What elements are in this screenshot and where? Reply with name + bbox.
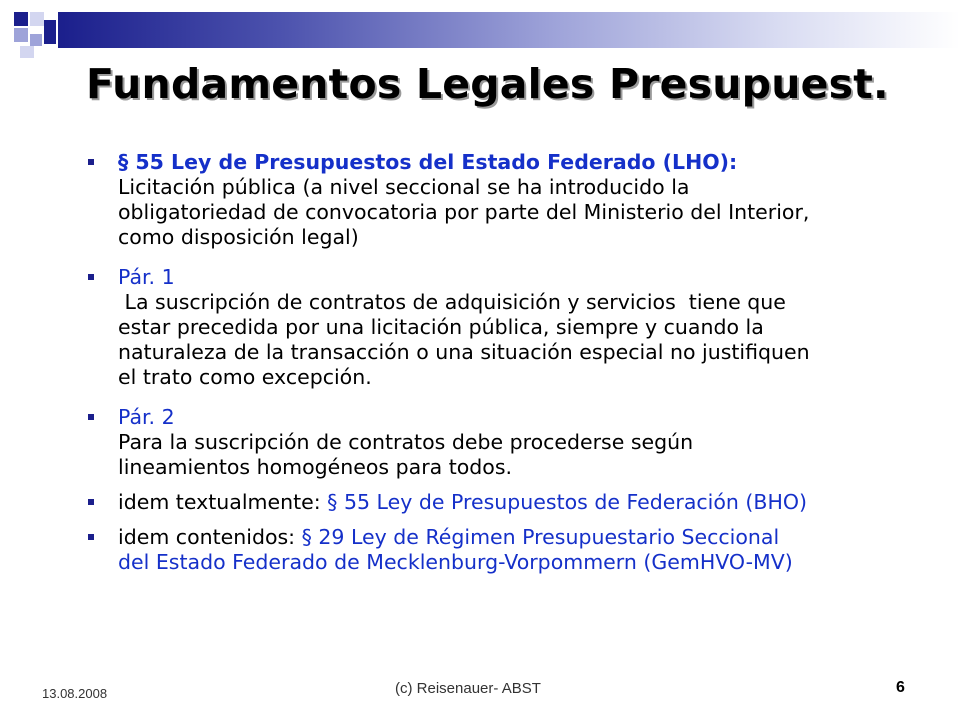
list-item xyxy=(86,525,926,575)
bullet-list xyxy=(86,150,926,585)
list-item xyxy=(86,265,926,390)
item-text-line: lineamientos homogéneos para todos. xyxy=(118,455,513,479)
footer-copyright: (c) Reisenauer- ABST xyxy=(395,680,541,697)
corner-block-navy xyxy=(44,20,56,44)
item-prefix: idem contenidos: xyxy=(118,525,302,549)
item-text-line: Para la suscripción de contratos debe procederse según xyxy=(118,430,694,454)
item-text-line: La suscripción de contratos de adquisición y servicios tiene que xyxy=(118,290,786,314)
law-reference-continuation: del Estado Federado de Mecklenburg-Vorpommern (GemHVO-MV) xyxy=(118,550,793,574)
corner-square-pale-2 xyxy=(20,46,34,58)
footer-date: 13.08.2008 xyxy=(42,686,108,701)
item-heading: Pár. 2 xyxy=(118,405,175,429)
bullet-square-icon xyxy=(88,274,94,280)
slide-title: Fundamentos Legales Presupuest. xyxy=(86,60,889,108)
law-reference: § 55 Ley de Presupuestos de Federación (BHO) xyxy=(327,490,808,514)
item-heading: Pár. 1 xyxy=(118,265,175,289)
law-reference: § 29 Ley de Régimen Presupuestario Seccional xyxy=(301,525,780,549)
item-text-line: estar precedida por una licitación pública, siempre y cuando la xyxy=(118,315,764,339)
item-text-line: Licitación pública (a nivel seccional se ha introducido la xyxy=(118,175,690,199)
list-item xyxy=(86,150,926,250)
list-item xyxy=(86,490,926,515)
page-number: 6 xyxy=(896,679,905,696)
item-prefix: idem textualmente: xyxy=(118,490,328,514)
item-text-line: naturaleza de la transacción o una situación especial no justifiquen xyxy=(118,340,810,364)
list-item xyxy=(86,405,926,480)
corner-square-lavender xyxy=(14,28,28,42)
header-gradient-bar xyxy=(58,12,960,48)
bullet-square-icon xyxy=(88,414,94,420)
item-text-line: el trato como excepción. xyxy=(118,365,372,389)
corner-square-navy xyxy=(14,12,28,26)
item-text-line: obligatoriedad de convocatoria por parte del Ministerio del Interior, xyxy=(118,200,810,224)
corner-square-lavender-2 xyxy=(30,34,42,46)
item-heading: § 55 Ley de Presupuestos del Estado Federado (LHO): xyxy=(118,150,738,174)
bullet-square-icon xyxy=(88,499,94,505)
corner-square-pale xyxy=(30,12,44,26)
bullet-square-icon xyxy=(88,159,94,165)
item-text-line: como disposición legal) xyxy=(118,225,359,249)
bullet-square-icon xyxy=(88,534,94,540)
